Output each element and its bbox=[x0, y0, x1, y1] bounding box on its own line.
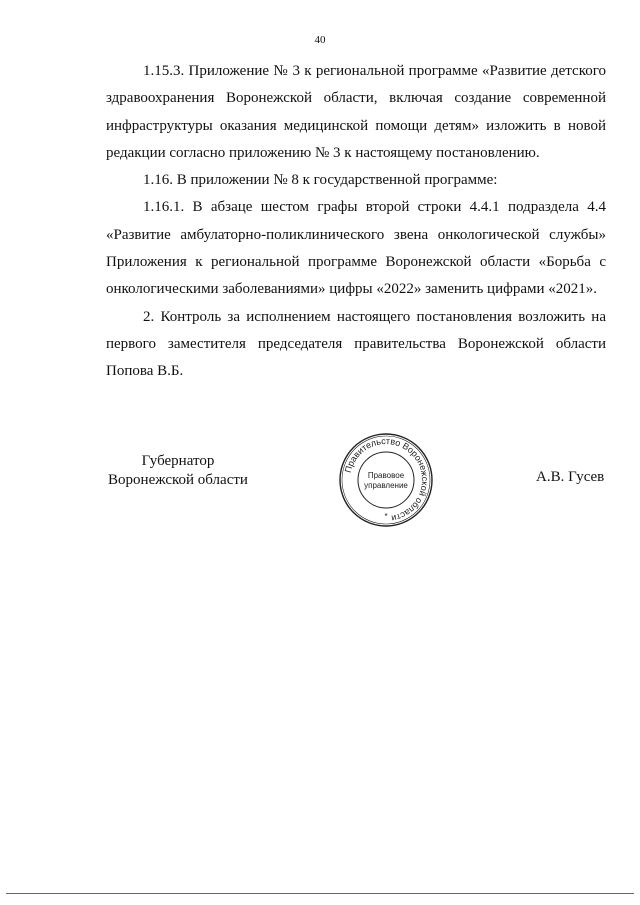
paragraph-2: 2. Контроль за исполнением настоящего постановления возложить на первого заместителя председателя правительства Воронежской области Попова В.Б. bbox=[106, 308, 606, 380]
signatory-title bbox=[102, 452, 254, 490]
signatory-title-line-2: Воронежской области bbox=[108, 472, 248, 488]
page-bottom-rule bbox=[6, 893, 634, 894]
paragraph-1-15-3: 1.15.3. Приложение № 3 к региональной программе «Развитие детского здравоохранения Воронежской области, включая создание современной инфраструктуры оказания медицинской помощи детям» изложить в новой редакции согласно приложению № 3 к настоящему постановлению. bbox=[106, 63, 606, 161]
official-seal-stamp bbox=[336, 430, 436, 530]
signatory-title-line-1: Губернатор bbox=[141, 453, 215, 469]
seal-center-line-2: управление bbox=[364, 481, 408, 490]
signatory-name: А.В. Гусев bbox=[536, 469, 605, 485]
seal-graphic bbox=[336, 430, 436, 530]
paragraph-1-16: 1.16. В приложении № 8 к государственной программе: bbox=[143, 172, 498, 189]
seal-ring-text: Правительство Воронежской области bbox=[342, 435, 431, 524]
seal-center-line-1: Правовое bbox=[367, 471, 405, 480]
paragraph-1-16-1: 1.16.1. В абзаце шестом графы второй строки 4.4.1 подраздела 4.4 «Развитие амбулаторно-поликлинического звена онкологической службы» Приложения к региональной программе Воронежской области «Борьба с онкологическими заболеваниями» цифры «2022» заменить цифрами «2021». bbox=[106, 199, 606, 298]
seal-star: * bbox=[384, 512, 388, 521]
document-body bbox=[106, 58, 606, 386]
page-number: 40 bbox=[314, 34, 326, 46]
